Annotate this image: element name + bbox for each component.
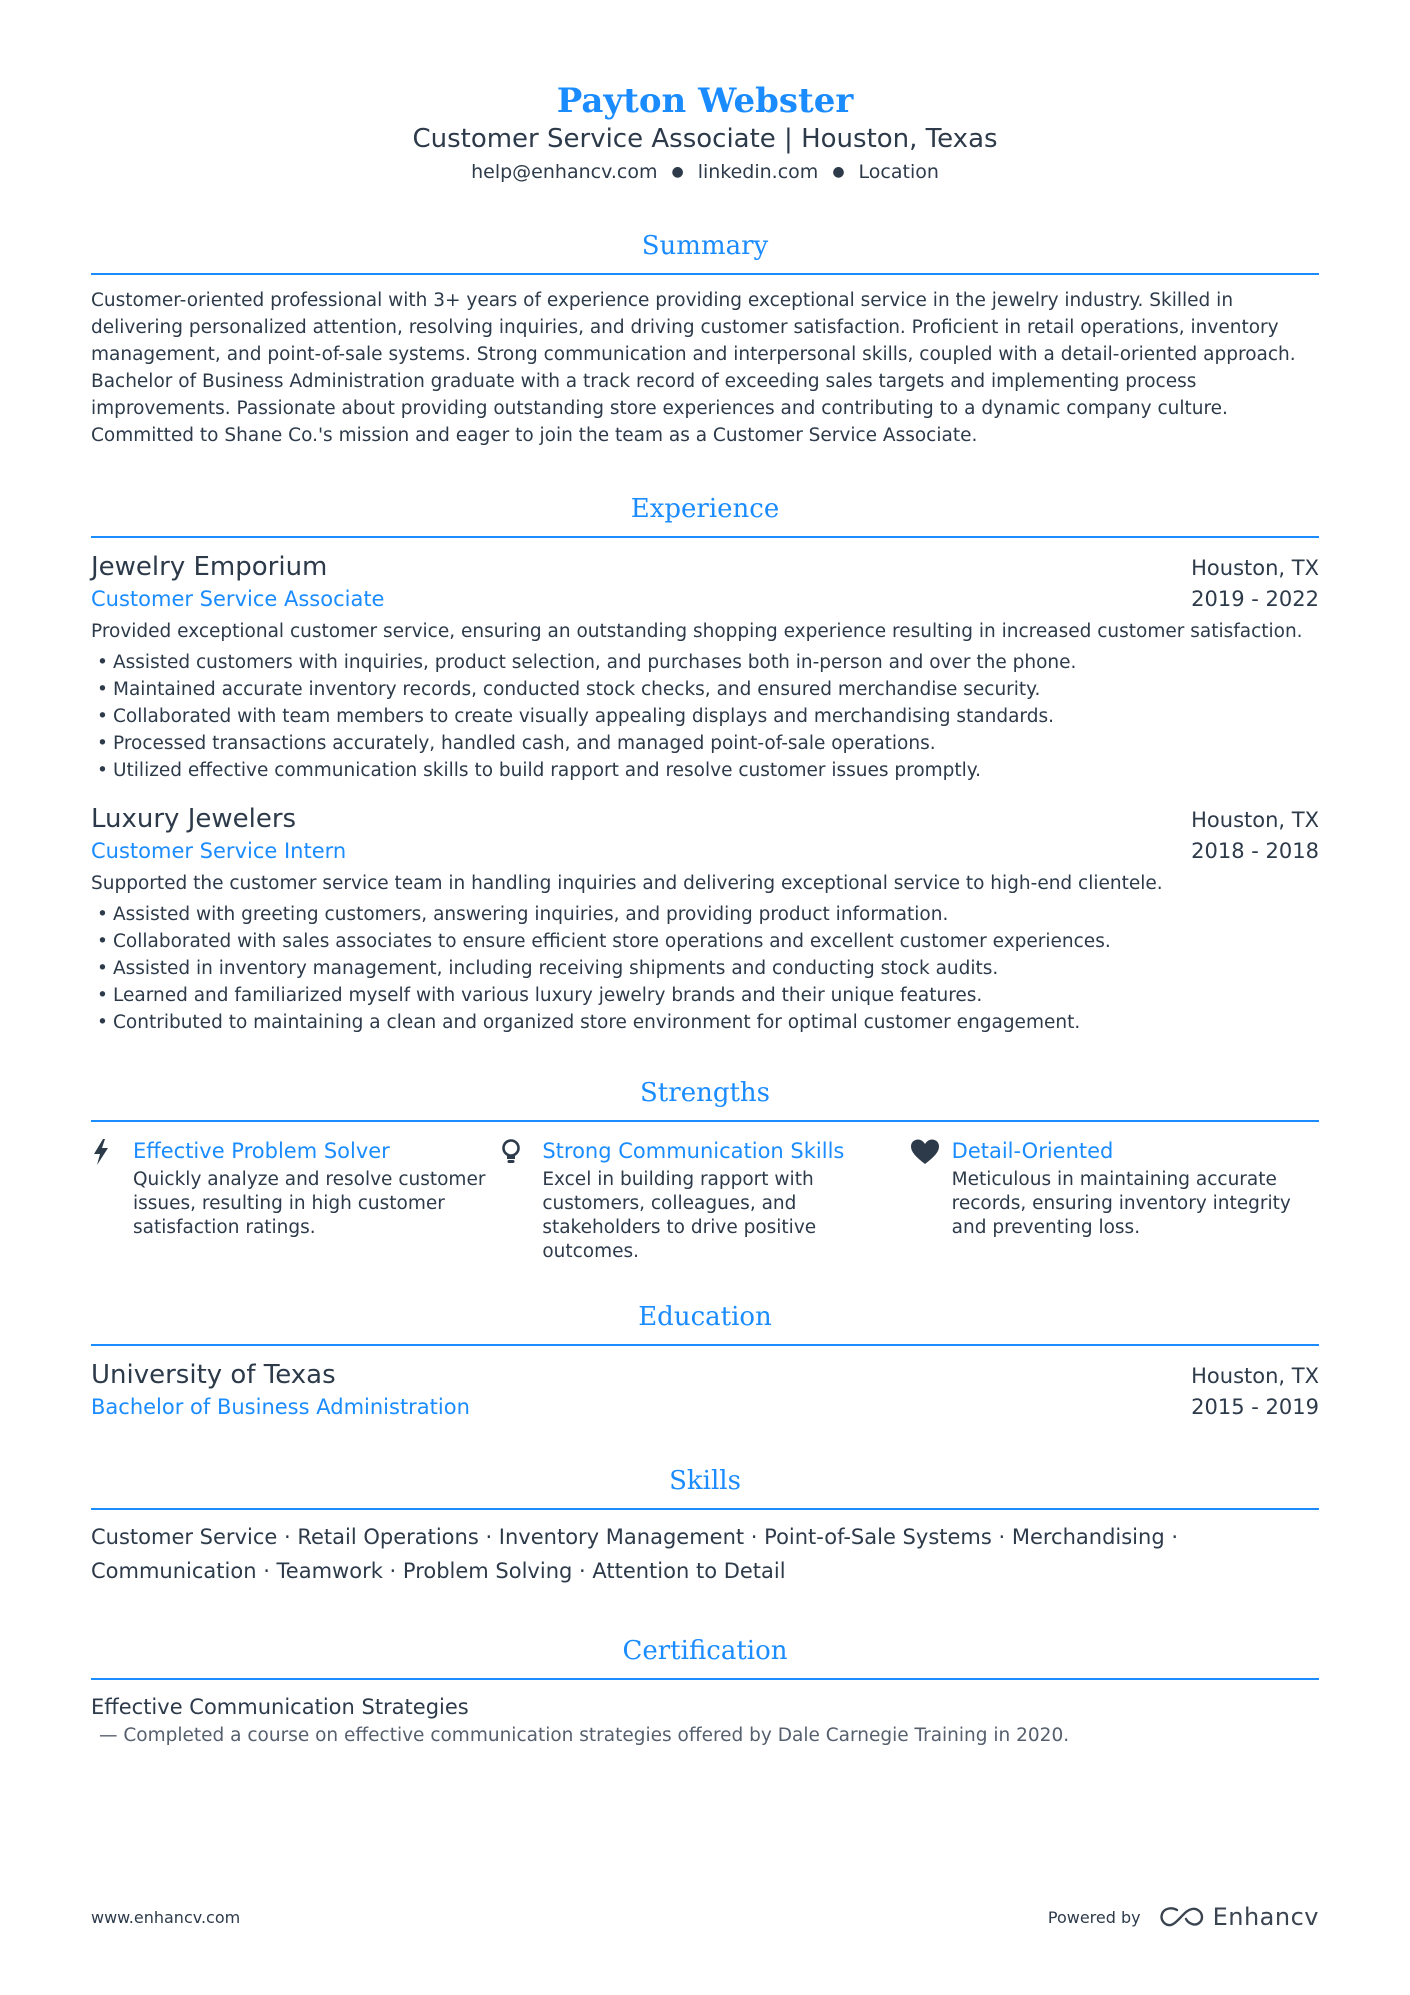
- certification-section: [91, 1634, 1319, 1749]
- job-location: Houston, TX: [1191, 556, 1319, 580]
- bullet-item: • Utilized effective communication skills to build rapport and resolve customer issues promptly.: [91, 757, 1319, 784]
- job-subheader: [91, 584, 1319, 614]
- bullet-item: • Contributed to maintaining a clean and organized store environment for optimal customer engagement.: [91, 1009, 1319, 1036]
- job-company: Jewelry Emporium: [91, 552, 328, 582]
- lightbulb-icon: [500, 1136, 542, 1264]
- job-bullets: [91, 901, 1319, 1036]
- skills-line: Communication · Teamwork · Problem Solving · Attention to Detail: [91, 1559, 786, 1583]
- section-divider: [91, 536, 1319, 538]
- candidate-name: Payton Webster: [556, 81, 854, 121]
- separator-dot: ●: [832, 164, 845, 180]
- education-subheader: [91, 1392, 1319, 1422]
- section-divider: [91, 1508, 1319, 1510]
- lightning-bolt-icon: [91, 1136, 133, 1264]
- strength-description: Meticulous in maintaining accurate records, ensuring inventory integrity and preventing loss.: [951, 1169, 1291, 1238]
- job-role: Customer Service Intern: [91, 839, 347, 863]
- certification-name: Effective Communication Strategies: [91, 1695, 469, 1719]
- job-description: Supported the customer service team in handling inquiries and delivering exceptional service to high-end clientele.: [91, 873, 1163, 894]
- strength-description: Quickly analyze and resolve customer issues, resulting in high customer satisfaction ratings.: [133, 1169, 486, 1238]
- job-location: Houston, TX: [1191, 808, 1319, 832]
- section-divider: [91, 273, 1319, 275]
- strength-item: [500, 1136, 909, 1264]
- job-header: [91, 802, 1319, 836]
- education-header: [91, 1358, 1319, 1392]
- brand-logo[interactable]: [1159, 1903, 1319, 1931]
- section-title-strengths: Strengths: [640, 1078, 770, 1108]
- section-title-summary: Summary: [641, 231, 769, 261]
- job-subheader: [91, 836, 1319, 866]
- bullet-item: • Collaborated with team members to create visually appealing displays and merchandising standards.: [91, 703, 1319, 730]
- section-title-experience: Experience: [630, 494, 780, 524]
- job-description: Provided exceptional customer service, ensuring an outstanding shopping experience resulting in increased customer satisfaction.: [91, 621, 1303, 642]
- experience-section: [91, 492, 1319, 1036]
- contact-line: [91, 158, 1319, 186]
- dash-icon: —: [99, 1725, 124, 1746]
- section-title-education: Education: [638, 1302, 772, 1332]
- section-divider: [91, 1678, 1319, 1680]
- brand-name: Enhancv: [1212, 1903, 1319, 1931]
- bullet-item: • Assisted in inventory management, including receiving shipments and conducting stock audits.: [91, 955, 1319, 982]
- job-bullets: [91, 649, 1319, 784]
- summary-text: Customer-oriented professional with 3+ years of experience providing exceptional service in the jewelry industry. Skilled in delivering personalized attention, resolving inquiries, and driving customer satisfaction. Proficient in retail operations, inventory management, and point-of-sale systems. Strong communication and interpersonal skills, coupled with a detail-oriented approach. Bachelor of Business Administration graduate with a track record of exceeding sales targets and implementing process improvements. Passionate about providing outstanding store experiences and contributing to a dynamic company culture. Committed to Shane Co.'s mission and eager to join the team as a Customer Service Associate.: [91, 290, 1296, 446]
- strength-title: Detail-Oriented: [951, 1139, 1114, 1163]
- bullet-item: • Assisted customers with inquiries, product selection, and purchases both in-person and over the phone.: [91, 649, 1319, 676]
- skills-line: Customer Service · Retail Operations · Inventory Management · Point-of-Sale Systems · Merchandising ·: [91, 1525, 1179, 1549]
- footer-website[interactable]: www.enhancv.com: [91, 1907, 241, 1927]
- certification-description-row: [91, 1722, 1319, 1749]
- strength-title: Effective Problem Solver: [133, 1139, 390, 1163]
- education-location: Houston, TX: [1191, 1364, 1319, 1388]
- section-title-skills: Skills: [669, 1466, 741, 1496]
- education-degree: Bachelor of Business Administration: [91, 1395, 470, 1419]
- job-role: Customer Service Associate: [91, 587, 385, 611]
- section-divider: [91, 1120, 1319, 1122]
- job-entry: [91, 550, 1319, 784]
- bullet-item: • Processed transactions accurately, handled cash, and managed point-of-sale operations.: [91, 730, 1319, 757]
- resume-header: [91, 0, 1319, 186]
- candidate-subtitle: Customer Service Associate | Houston, Texas: [412, 124, 998, 154]
- summary-section: [91, 229, 1319, 449]
- education-section: [91, 1300, 1319, 1422]
- section-divider: [91, 1344, 1319, 1346]
- job-dates: 2018 - 2018: [1191, 839, 1319, 863]
- bullet-item: • Maintained accurate inventory records, conducted stock checks, and ensured merchandise security.: [91, 676, 1319, 703]
- job-header: [91, 550, 1319, 584]
- education-dates: 2015 - 2019: [1191, 1395, 1319, 1419]
- certification-entry: [91, 1692, 1319, 1749]
- bullet-item: • Assisted with greeting customers, answering inquiries, and providing product information.: [91, 901, 1319, 928]
- strength-item: [91, 1136, 500, 1264]
- skills-section: [91, 1464, 1319, 1588]
- page-footer: [91, 1903, 1319, 1931]
- resume-page: [91, 0, 1319, 1995]
- job-entry: [91, 802, 1319, 1036]
- contact-email[interactable]: help@enhancv.com: [471, 161, 658, 183]
- section-title-certification: Certification: [622, 1636, 788, 1666]
- strengths-section: [91, 1076, 1319, 1264]
- enhancv-logo-icon: [1159, 1906, 1205, 1928]
- job-dates: 2019 - 2022: [1191, 587, 1319, 611]
- education-entry: [91, 1358, 1319, 1422]
- education-school: University of Texas: [91, 1360, 336, 1390]
- strengths-grid: [91, 1136, 1319, 1264]
- strength-title: Strong Communication Skills: [542, 1139, 845, 1163]
- bullet-item: • Learned and familiarized myself with various luxury jewelry brands and their unique features.: [91, 982, 1319, 1009]
- powered-by-label: Powered by: [1047, 1907, 1141, 1927]
- contact-linkedin[interactable]: linkedin.com: [697, 161, 819, 183]
- contact-location: Location: [858, 161, 939, 183]
- footer-brand: [1048, 1903, 1319, 1931]
- separator-dot: ●: [671, 164, 684, 180]
- bullet-item: • Collaborated with sales associates to ensure efficient store operations and excellent customer experiences.: [91, 928, 1319, 955]
- job-company: Luxury Jewelers: [91, 804, 297, 834]
- strength-item: [910, 1136, 1319, 1264]
- skills-list: [91, 1520, 1319, 1588]
- strength-description: Excel in building rapport with customers, colleagues, and stakeholders to drive positive outcomes.: [542, 1169, 817, 1262]
- heart-icon: [910, 1136, 952, 1264]
- certification-description: Completed a course on effective communication strategies offered by Dale Carnegie Training in 2020.: [123, 1725, 1070, 1746]
